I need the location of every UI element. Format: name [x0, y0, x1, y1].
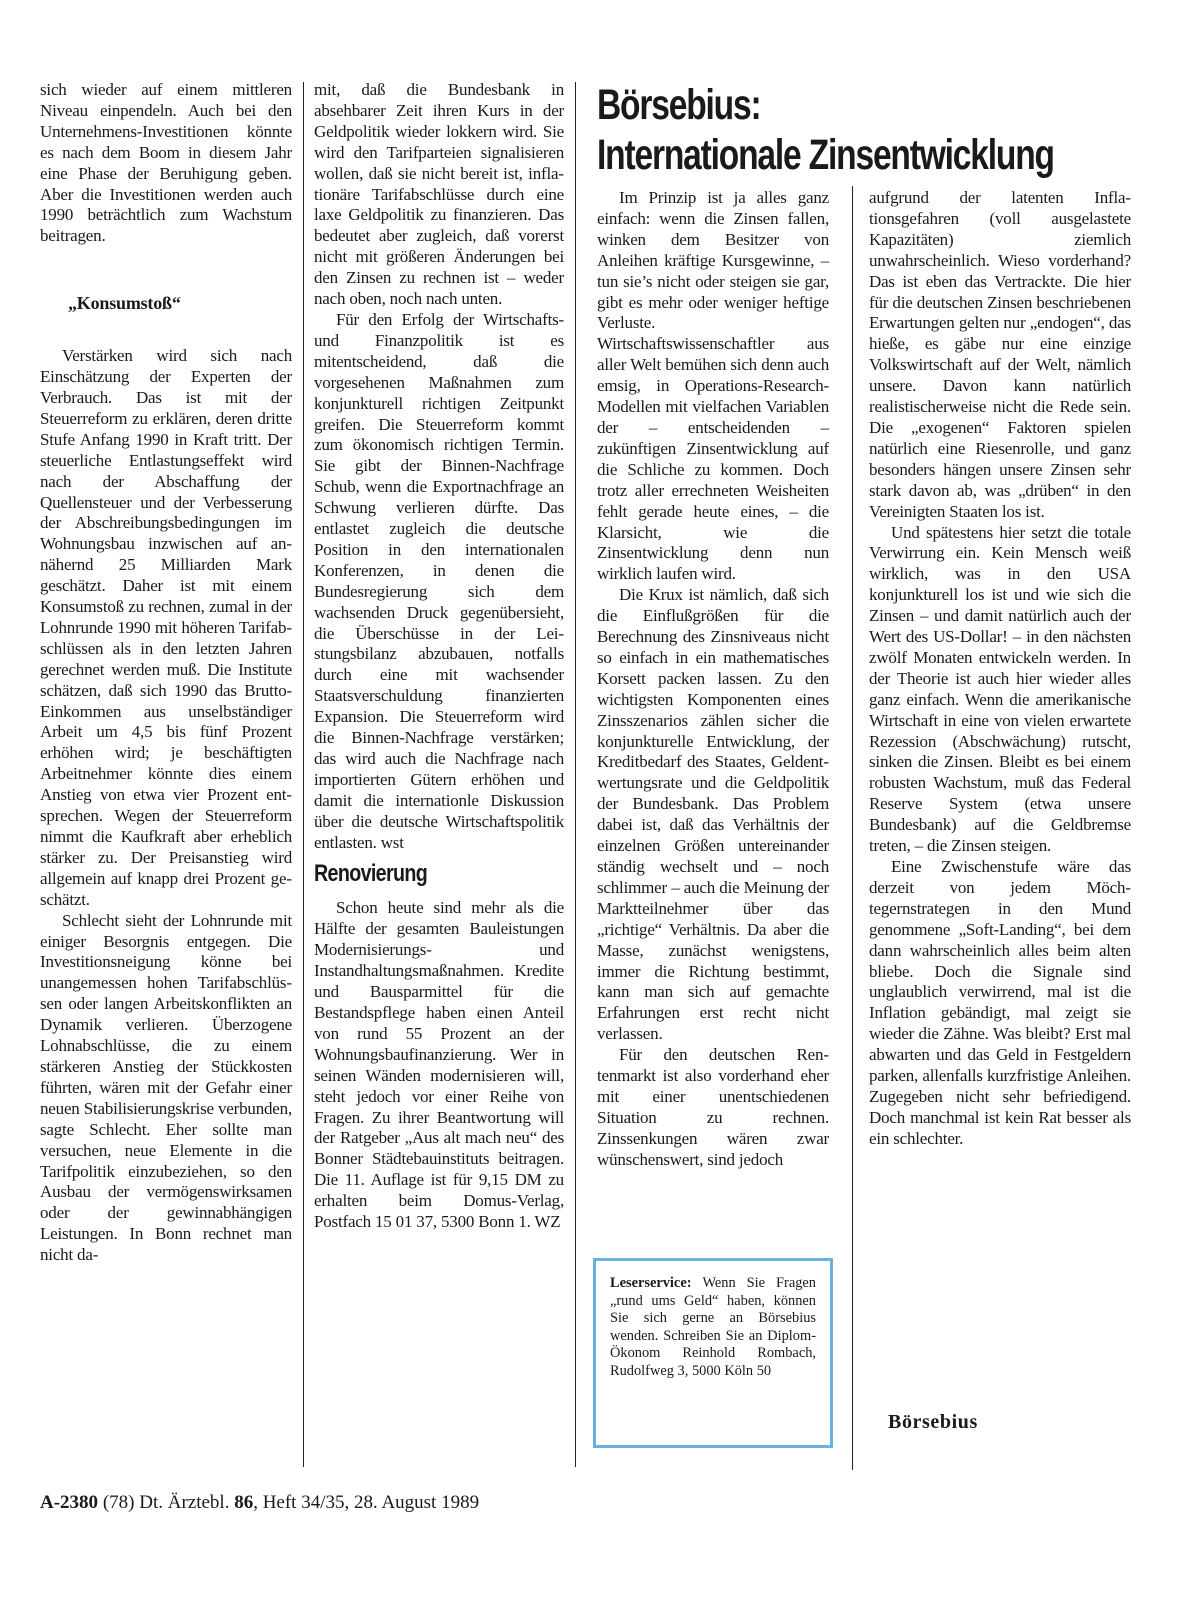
infobox-lead: Leserservice: — [610, 1275, 703, 1291]
issue-date: , Heft 34/35, 28. August 1989 — [253, 1492, 480, 1513]
paragraph: mit, daß die Bundesbank in absehbarer Zeit ihren Kurs in der Geldpolitik wieder lokkern wird. Sie wird den Tarifparteien signalisieren wollen, daß sie nicht bereit ist, inflationäre Tarifabschlüsse durch eine laxe Geldpolitik zu finanzieren. Das bedeutet aber zugleich, daß vorerst nicht mit größeren Änderungen bei den Zinsen zu rechnen ist – weder nach oben, noch nach unten. — [314, 80, 564, 309]
column-rule — [575, 82, 576, 1467]
article-headline — [597, 80, 1054, 180]
journal-volume: 86 — [234, 1492, 254, 1513]
paragraph: Für den Erfolg der Wirtschafts- und Finanzpolitik ist es mitentscheidend, daß die vorgesehenen Maßnahmen zum konjunkturell richtigen Zeitpunkt greifen. Die Steuerreform kommt zum ökonomisch richtigen Termin. Sie gibt der Binnen-Nachfrage Schub, wenn die Exportnachfrage an Schwung verlieren dürfte. Das entlastet zugleich die deutsche Position in den internationalen Konferenzen, in denen die Bundesregierung sich dem wachsenden Druck gegenübersieht, die Überschüsse in der Leistungsbilanz abzubauen, notfalls durch eine mit wachsender Staatsverschuldung finanzierten Expansion. Die Steuerreform wird die Binnen-Nachfrage verstärken; das wird auch die Nachfrage nach importierten Gütern erhöhen und damit die internationle Diskussion über die deutsche Wirtschaftspolitik entlasten. wst — [314, 309, 564, 852]
text-column-4 — [869, 188, 1131, 1150]
paragraph: sich wieder auf einem mittleren Niveau einpendeln. Auch bei den Unternehmens-Investitionen könnte es nach dem Boom in diesem Jahr eine Phase der Beruhigung geben. Aber die Investitionen werden auch 1990 beträchtlich zum Wachstum beitragen. — [40, 80, 292, 246]
text-column-2 — [314, 80, 564, 1233]
headline-line-1: Börsebius: — [597, 81, 761, 129]
infobox-text: Wenn Sie Fragen „rund ums Geld“ haben, können Sie sich gerne an Börsebius wenden. Schreiben Sie an Diplom-Ökonom Reinhold Rombach, Rudolfweg 3, 5000 Köln 50 — [610, 1275, 816, 1379]
column-rule — [852, 186, 853, 1470]
page-number: A-2380 — [40, 1492, 99, 1513]
paragraph: Schlecht sieht der Lohnrunde mit einiger Besorgnis entgegen. Die Investitionsneigung könne bei unangemessen hohen Tarifabschlüssen oder langen Arbeitskonflikten an Dynamik verlieren. Überzogene Lohnabschlüsse, die zu einem stärkeren Anstieg der Stückkosten führten, wären mit der Gefahr einer neuen Stabilisierungskrise verbunden, sagte Schlecht. Eher sollte man versuchen, neue Elemente in die Tarifpolitik einzubeziehen, so den Ausbau der vermögenswirksamen oder der gewinnabhängigen Leistungen. In Bonn rechnet man nicht da- — [40, 910, 292, 1265]
paragraph: Im Prinzip ist ja alles ganz einfach: wenn die Zinsen fallen, winken dem Besitzer von Anleihen kräftige Kursgewinne, – tun sie’s nicht oder steigen sie gar, gibt es mehr oder weniger heftige Verluste. Wirtschaftswissenschaftler aus aller Welt bemühen sich denn auch emsig, in Operations-Research-Modellen mit vielfachen Variablen der – entscheidenden – zukünftigen Zinsentwicklung auf die Schliche zu kommen. Doch trotz aller errechneten Weisheiten fehlt gerade heute eines, – die Klarsicht, wie die Zinsentwicklung denn nun wirklich laufen wird. — [597, 188, 829, 584]
text-column-3 — [597, 188, 829, 1171]
paragraph: Verstärken wird sich nach Einschätzung der Experten der Verbrauch. Das ist mit der Steuerreform zu erklären, deren dritte Stufe Anfang 1990 in Kraft tritt. Der steuerliche Entlastungseffekt wird nach der Abschaffung der Quellensteuer und der Verbesserung der Abschreibungsbedingungen im Wohnungsbau inzwischen auf annähernd 25 Milliarden Mark geschätzt. Daher ist mit einem Konsumstoß zu rechnen, zumal in der Lohnrunde 1990 mit höheren Tarifabschlüssen als in den letzten Jahren gerechnet werden muß. Die Institute schätzen, daß sich 1990 das Brutto-Einkommen aus unselbständiger Arbeit um 4,5 bis fünf Prozent erhöhen wird; je beschäftigten Arbeitnehmer könnte dies einem Anstieg von etwa vier Prozent entsprechen. Wegen der Steuerreform nimmt die Kaufkraft aber erheblich stärker zu. Der Preisanstieg wird allgemein auf knapp drei Prozent geschätzt. — [40, 346, 292, 909]
paragraph: aufgrund der latenten Inflationsgefahren (voll ausgelastete Kapazitäten) ziemlich unwahrscheinlich. Wieso vorderhand? Das ist eben das Vertrackte. Die hier für die deutschen Zinsen beschriebenen Erwartungen gelten nur „endogen“, das hieße, es gäbe nur eine einzige Volkswirtschaft auf der Welt, nämlich unsere. Davon kann natürlich realistischerweise nicht die Rede sein. Die „exogenen“ Faktoren spielen natürlich eine Riesenrolle, und ganz besonders hängen unsere Zinsen sehr stark davon ab, was „drüben“ in den Vereinigten Staaten los ist. — [869, 188, 1131, 521]
headline-line-2: Internationale Zinsentwicklung — [597, 131, 1054, 179]
page-footer — [40, 1492, 479, 1514]
paragraph: Die Krux ist nämlich, daß sich die Einflußgrößen für die Berechnung des Zinsniveaus nicht so einfach in ein mathematisches Korsett packen lassen. Zu den wichtigsten Komponenten eines Zinsszenarios zählen sicher die konjunkturelle Entwicklung, der Kreditbedarf des Staates, Geldentwertungsrate und die Geldpolitik der Bundesbank. Das Problem dabei ist, daß das Verhältnis der einzelnen Größen untereinander ständig wechselt und – noch schlimmer – auch die Meinung der Marktteilnehmer über das „richtige“ Verhältnis. Da aber die Masse, zunächst wenigstens, immer die Richtung bestimmt, kann man sich auf gemachte Erfahrungen erst recht nicht verlassen. — [597, 585, 829, 1044]
subheading-konsumstoss: „Konsumstoß“ — [68, 293, 181, 314]
text-column-1 — [40, 80, 292, 1266]
paragraph: Schon heute sind mehr als die Hälfte der gesamten Bauleistungen Modernisierungs- und Instandhaltungsmaßnahmen. Kredite und Bausparmittel für die Bestandspflege haben einen Anteil von rund 55 Prozent an der Wohnungsbaufinanzierung. Wer in seinen Wänden modernisieren will, steht jedoch vor einer Reihe von Fragen. Zu ihrer Beantwortung will der Ratgeber „Aus alt mach neu“ des Bonner Städtebauinstituts beitragen. Die 11. Auflage ist für 9,15 DM zu erhalten beim Domus-Verlag, Postfach 15 01 37, 5300 Bonn 1. WZ — [314, 898, 564, 1232]
subheading-renovierung: Renovierung — [314, 859, 428, 887]
journal-name: (78) Dt. Ärztebl. — [102, 1492, 235, 1513]
author-signature: Börsebius — [888, 1411, 978, 1433]
paragraph: Und spätestens hier setzt die totale Verwirrung ein. Kein Mensch weiß wirklich, was in den USA konjunkturell los ist und wie sich die Zinsen – und damit natürlich auch der Wert des US-Dollar! – in den nächsten zwölf Monaten entwickeln werden. In der Theorie ist auch hier wieder alles ganz einfach. Wenn die amerikanische Wirtschaft in eine von vielen erwartete Rezession (Abschwächung) rutscht, sinken die Zinsen. Bleibt es bei einem robusten Wachstum, muß das Federal Reserve System (etwa unsere Bundesbank) auf die Geldbremse treten, – die Zinsen steigen. — [869, 522, 1131, 856]
paragraph: Eine Zwischenstufe wäre das derzeit von jedem Möchtegernstrategen in den Mund genommene „Soft-Landing“, bei dem dann wahrscheinlich alles beim alten bliebe. Doch die Signale sind unglaublich verwirrend, mal ist die Inflation gebändigt, mal zeigt sie wieder die Zähne. Was bleibt? Erst mal abwarten und das Geld in Festgeldern parken, allenfalls kurzfristige Anleihen. Zugegeben nicht sehr befriedigend. Doch manchmal ist kein Rat besser als ein schlechter. — [869, 857, 1131, 1148]
reader-service-box — [593, 1258, 833, 1448]
column-rule — [303, 82, 304, 1467]
paragraph: Für den deutschen Rentenmarkt ist also vorderhand eher mit einer unentschiedenen Situation zu rechnen. Zinssenkungen wären zwar wünschenswert, sind jedoch — [597, 1045, 829, 1169]
